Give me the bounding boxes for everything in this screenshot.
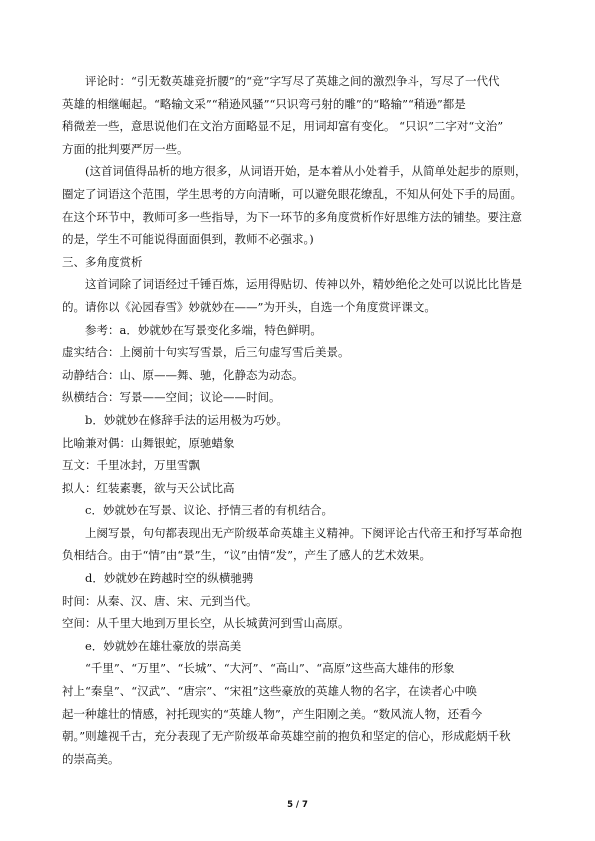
text-line: 圈定了词语这个范围，学生思考的方向清晰，可以避免眼花缭乱，不知从何处下手的局面。 — [62, 186, 522, 201]
text-line: 这首词除了词语经过千锤百炼，运用得贴切、传神以外，精妙绝伦之处可以说比比皆是 — [85, 277, 522, 292]
text-line: 朝。”则雄视千古，充分表现了无产阶级革命英雄空前的抱负和坚定的信心，形成彪炳千秋 — [62, 729, 511, 744]
text-line: 负相结合。由于“情”由“景”生，“议”由情“发”，产生了感人的艺术效果。 — [62, 548, 432, 563]
text-line: 的是，学生不可能说得面面俱到，教师不必强求。) — [62, 232, 314, 247]
body-text — [62, 70, 540, 770]
text-line: 英雄的相继崛起。“略输文采”“稍逊风骚”“只识弯弓射的雕”的“略输”“稍逊”都是 — [62, 96, 466, 111]
text-line: 方面的批判要严厉一些。 — [62, 141, 189, 156]
text-line: 比喻兼对偶：山舞银蛇，原驰蜡象 — [62, 435, 235, 450]
text-line: 评论时：“引无数英雄竞折腰”的“竞”字写尽了英雄之间的激烈争斗，写尽了一代代 — [85, 74, 500, 88]
text-line: 动静结合：山、原——舞、驰，化静态为动态。 — [62, 367, 304, 382]
page-number: 5 / 7 — [287, 800, 308, 810]
text-line: b．妙就妙在修辞手法的运用极为巧妙。 — [85, 412, 288, 427]
text-line: 互文：千里冰封，万里雪飘 — [62, 458, 200, 473]
text-line: 在这个环节中，教师可多一些指导，为下一环节的多角度赏析作好思维方法的铺垫。要注意 — [62, 209, 522, 224]
text-line: 参考：a．妙就妙在写景变化多端，特色鲜明。 — [85, 322, 322, 337]
text-line: 衬上“秦皇”、“汉武”、“唐宗”、“宋祖”这些豪放的英雄人物的名字，在读者心中唤 — [62, 684, 478, 699]
text-line: 的。请你以《沁园春雪》妙就妙在——”为开头，自选一个角度赏评课文。 — [62, 299, 436, 314]
text-line: 三、多角度赏析 — [62, 254, 143, 269]
text-line: 稍微差一些，意思说他们在文治方面略显不足，用词却富有变化。 “只识”二字对“文治” — [62, 119, 504, 134]
text-line: e．妙就妙在雄壮豪放的崇高美 — [85, 638, 242, 653]
text-line: “千里”、“万里”、“长城”、“大河”、“高山”、“高原”这些高大雄伟的形象 — [85, 661, 455, 676]
text-line: 时间：从秦、汉、唐、宋、元到当代。 — [62, 593, 258, 608]
text-line: 起一种雄壮的情感，衬托现实的“英雄人物”，产生阳刚之美。“数风流人物，还看今 — [62, 706, 483, 721]
text-line: 虚实结合：上阕前十句实写雪景，后三句虚写雪后美景。 — [62, 345, 350, 360]
text-line: c．妙就妙在写景、议论、抒情三者的有机结合。 — [85, 503, 333, 518]
text-line: 的崇高美。 — [62, 751, 120, 766]
text-line: (这首词值得品析的地方很多，从词语开始，是本着从小处着手，从简单处起步的原则， — [85, 164, 527, 179]
text-line: d．妙就妙在跨越时空的纵横驰骋 — [85, 571, 254, 586]
text-line: 空间：从千里大地到万里长空，从长城黄河到雪山高原。 — [62, 616, 350, 631]
text-line: 上阕写景，句句都表现出无产阶级革命英雄主义精神。下阕评论古代帝王和抒写革命抱 — [85, 525, 522, 540]
text-line: 纵横结合：写景——空间；议论——时间。 — [62, 390, 281, 405]
text-line: 拟人：红装素裹，欲与天公试比高 — [62, 480, 235, 495]
